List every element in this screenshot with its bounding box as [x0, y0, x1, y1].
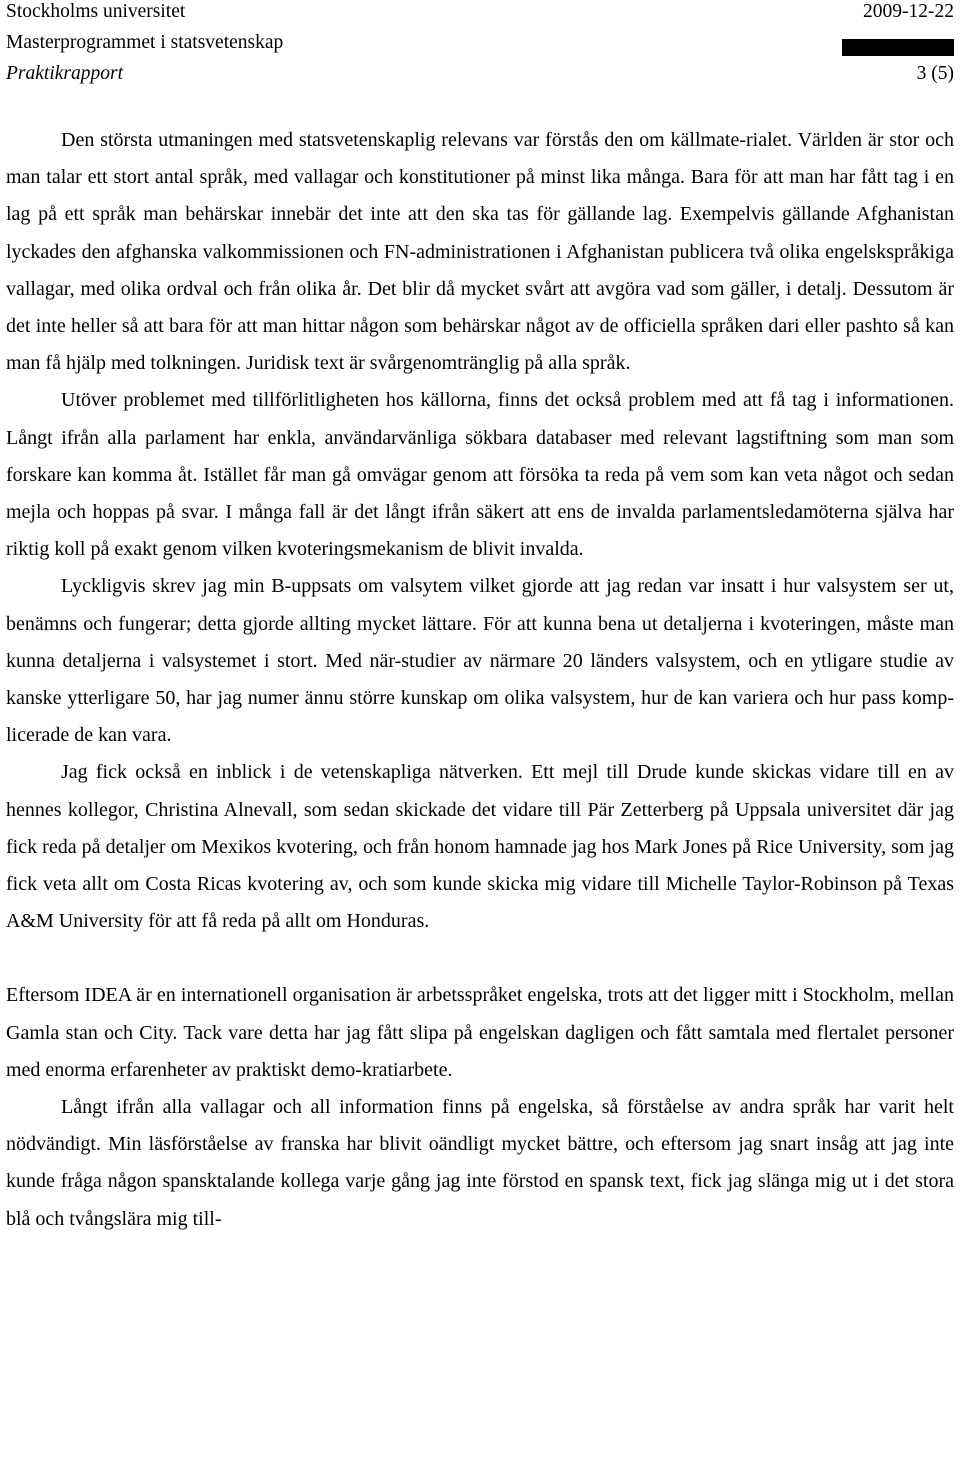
header-row-2 [6, 31, 954, 62]
page-header [6, 0, 954, 93]
header-row-3 [6, 62, 954, 93]
report-date: 2009-12-22 [863, 1, 954, 22]
paragraph-scientific-networks: Jag fick också en inblick i de vetenskapliga nätverken. Ett mejl till Drude kunde skickas vidare till en av hennes kollegor, Christina Alnevall, som sedan skickade det vidare till Pär Zetterberg på Uppsala universitet där jag fick reda på detaljer om Mexikos kvotering, och från honom hamnade jag hos Mark Jones på Rice University, som jag fick veta allt om Costa Ricas kvotering av, och som kunde skicka mig vidare till Michelle Taylor-Robinson på Texas A&M University för att få reda på allt om Honduras. [6, 761, 954, 933]
program-name: Masterprogrammet i statsvetenskap [6, 32, 284, 53]
document-body [6, 122, 954, 1238]
paragraph-information-access: Utöver problemet med tillförlitligheten hos källorna, finns det också problem med att få tag i informationen. Långt ifrån alla parlament har enkla, användarvänliga sökbara databaser med relevant lagstiftning som man som forskare kan komma åt. Istället får man gå omvägar genom att försöka ta reda på vem som kan veta något och sedan mejla och hoppas på svar. I många fall är det långt ifrån säkert att ens de invalda parlamentsledamöterna själva har riktig koll på exakt genom vilken kvoteringsmekanism de blivit invalda. [6, 389, 954, 561]
report-title: Praktikrapport [6, 63, 123, 84]
header-row-1 [6, 0, 954, 31]
paragraph-source-challenge: Den största utmaningen med statsvetenskaplig relevans var förstås den om källmate-rialet. Världen är stor och man talar ett stort antal språk, med vallagar och konstitutioner på minst lika många. Bara för att man har fått tag i en lag på ett språk man behärskar innebär det inte att den ska tas för gällande lag. Exempelvis gällande Afghanistan lyckades den afghanska valkommissionen och FN-administrationen i Afghanistan publicera två olika engelskspråkiga vallagar, med olika ordval och från olika år. Det blir då mycket svårt att avgöra vad som gäller, i detalj. Dessutom är det inte heller så att bara för att man hittar någon som behärskar något av de officiella språken dari eller pashto så kan man få hjälp med tolkningen. Juridisk text är svårgenomtränglig på alla språk. [6, 129, 954, 375]
paragraph-other-languages: Långt ifrån alla vallagar och all information finns på engelska, så förståelse av andra språk har varit helt nödvändigt. Min läsförståelse av franska har blivit oändligt mycket bättre, och eftersom jag snart insåg att jag inte kunde fråga någon spansktalande kollega varje gång jag inte förstod en spansk text, fick jag slänga mig ut i det stora blå och tvångslära mig till- [6, 1096, 954, 1230]
paragraph-english-language: Eftersom IDEA är en internationell organisation är arbetsspråket engelska, trots att det ligger mitt i Stockholm, mellan Gamla stan och City. Tack vare detta har jag fått slipa på engelskan dagligen och fått samtala med flertalet personer med enorma erfarenheter av praktiskt demo-kratiarbete. [6, 984, 954, 1081]
university-name: Stockholms universitet [6, 1, 186, 22]
paragraph-electoral-systems: Lyckligvis skrev jag min B-uppsats om valsytem vilket gjorde att jag redan var insatt i hur valsystem ser ut, benämns och fungerar; detta gjorde allting mycket lättare. För att kunna bena ut detaljerna i kvoteringen, måste man kunna detaljerna i valsystemet i stort. Med när-studier av närmare 20 länders valsystem, och en ytligare studie av kanske ytterligare 50, har jag numer ännu större kunskap om olika valsystem, hur de kan variera och hur pass komp-licerade de kan vara. [6, 575, 954, 747]
page-number: 3 (5) [916, 63, 954, 84]
redaction-block [842, 39, 954, 56]
